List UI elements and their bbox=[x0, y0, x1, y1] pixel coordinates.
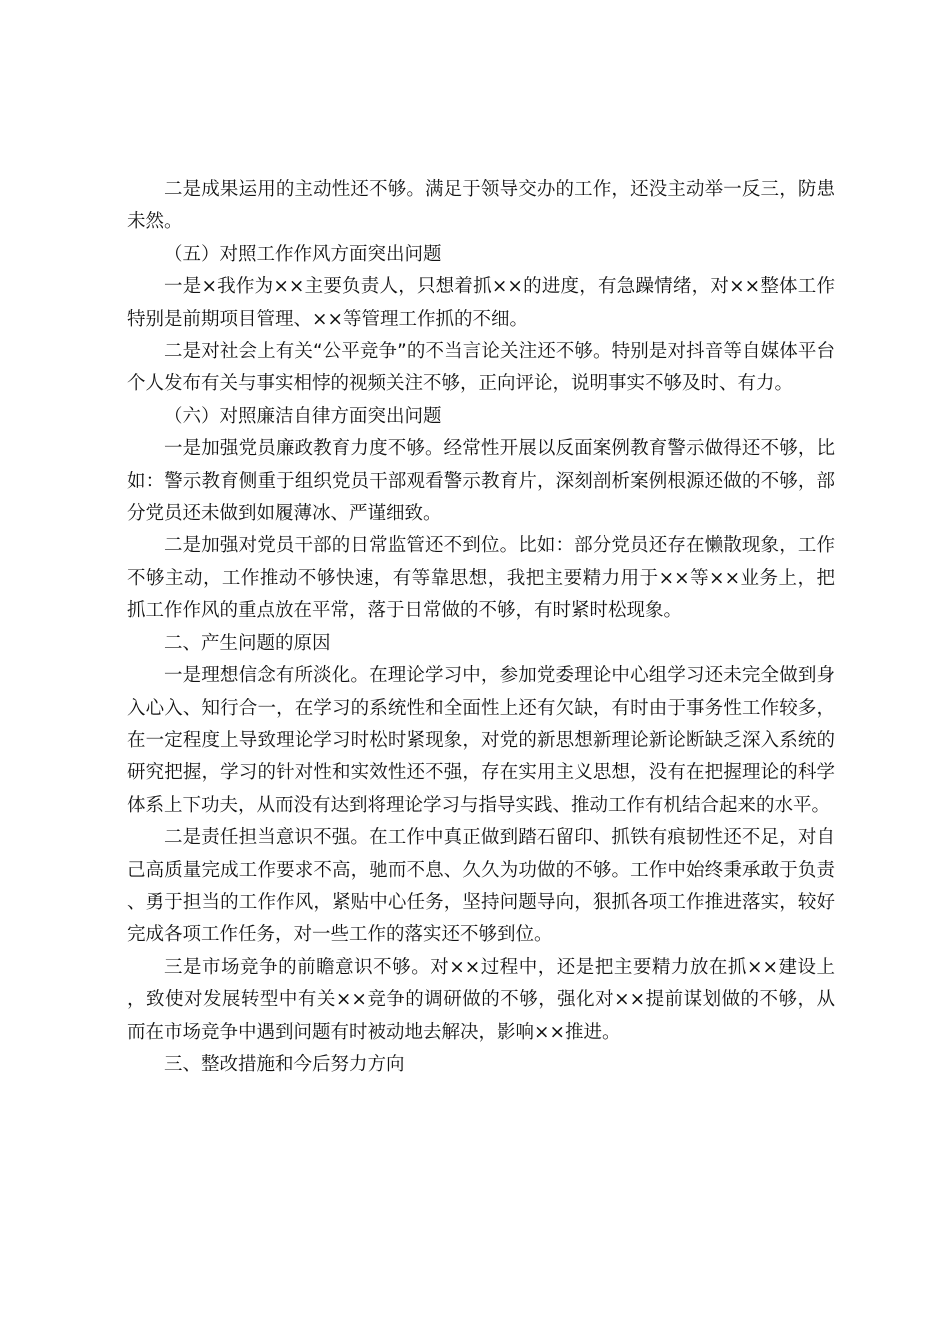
paragraph-cause-three: 三是市场竞争的前瞻意识不够。对××过程中，还是把主要精力放在抓××建设上，致使对发展转型中有关××竞争的调研做的不够，强化对××提前谋划做的不够，从而在市场竞争中遇到问题有时被动地去解决，影响××推进。 bbox=[127, 956, 835, 1043]
paragraph-work-style-one: 一是×我作为××主要负责人，只想着抓××的进度，有急躁情绪，对××整体工作特别是前期项目管理、××等管理工作抓的不细。 bbox=[127, 276, 835, 330]
paragraph-integrity-one: 一是加强党员廉政教育力度不够。经常性开展以反面案例教育警示做得还不够，比如：警示教育侧重于组织党员干部观看警示教育片，深刻剖析案例根源还做的不够，部分党员还未做到如履薄冰、严谨细致。 bbox=[127, 438, 835, 525]
paragraph-cause-two: 二是责任担当意识不强。在工作中真正做到踏石留印、抓铁有痕韧性还不足，对自己高质量完成工作要求不高，驰而不息、久久为功做的不够。工作中始终秉承敢于负责、勇于担当的工作作风，紧贴中心任务，坚持问题导向，狠抓各项工作推进落实，较好完成各项工作任务，对一些工作的落实还不够到位。 bbox=[127, 827, 835, 946]
section-heading-rectification: 三、整改措施和今后努力方向 bbox=[164, 1053, 405, 1075]
paragraph-cause-one: 一是理想信念有所淡化。在理论学习中，参加党委理论中心组学习还未完全做到身入心入、知行合一，在学习的系统性和全面性上还有欠缺，有时由于事务性工作较多，在一定程度上导致理论学习时松时紧现象，对党的新思想新理论新论断缺乏深入系统的研究把握，学习的针对性和实效性还不强，存在实用主义思想，没有在把握理论的科学体系上下功夫，从而没有达到将理论学习与指导实践、推动工作有机结合起来的水平。 bbox=[127, 665, 835, 816]
section-heading-integrity: （六）对照廉洁自律方面突出问题 bbox=[164, 405, 442, 427]
paragraph-work-style-two: 二是对社会上有关“公平竞争”的不当言论关注还不够。特别是对抖音等自媒体平台个人发布有关与事实相悖的视频关注不够，正向评论，说明事实不够及时、有力。 bbox=[127, 341, 835, 395]
section-heading-work-style: （五）对照工作作风方面突出问题 bbox=[164, 243, 442, 265]
paragraph-integrity-two: 二是加强对党员干部的日常监管还不到位。比如：部分党员还存在懒散现象，工作不够主动，工作推动不够快速，有等靠思想，我把主要精力用于××等××业务上，把抓工作作风的重点放在平常，落于日常做的不够，有时紧时松现象。 bbox=[127, 535, 835, 622]
document-body bbox=[127, 174, 835, 1081]
section-heading-causes: 二、产生问题的原因 bbox=[164, 632, 331, 654]
paragraph-result-application: 二是成果运用的主动性还不够。满足于领导交办的工作，还没主动举一反三，防患未然。 bbox=[127, 179, 835, 233]
